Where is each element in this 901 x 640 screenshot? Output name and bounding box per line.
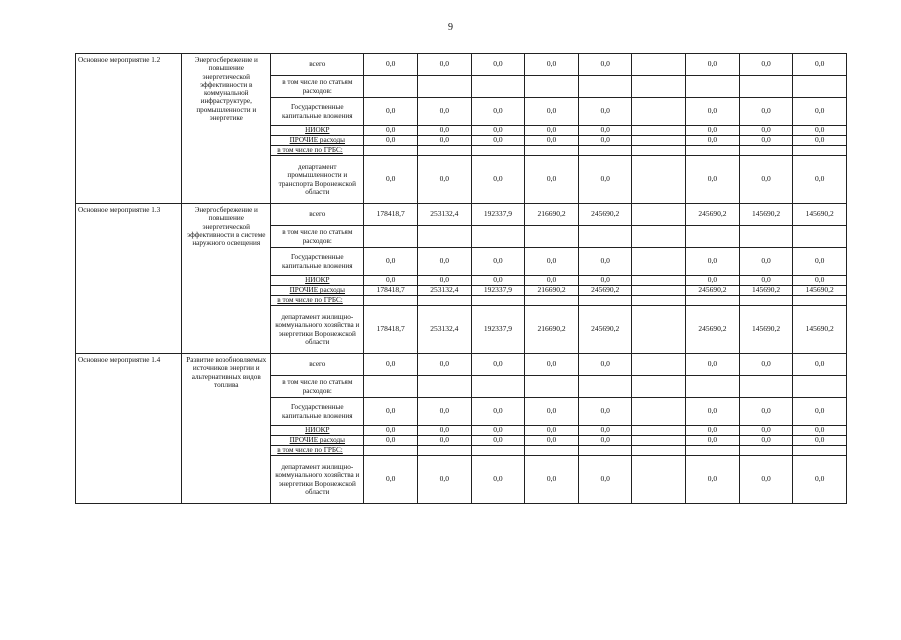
value-cell (364, 376, 418, 398)
value-cell: 145690,2 (793, 204, 847, 226)
value-cell: 145690,2 (739, 306, 793, 354)
value-cell (686, 446, 740, 456)
value-cell: 0,0 (739, 426, 793, 436)
value-cell (525, 376, 579, 398)
value-cell: 0,0 (793, 248, 847, 276)
value-cell (632, 126, 686, 136)
event-name-cell: Энергосбережение и повышение энергетической эффективности в коммунальной инфраструктуре, промышленности и энергетике (182, 54, 271, 204)
value-cell: 0,0 (417, 126, 471, 136)
value-cell: 0,0 (578, 456, 632, 504)
value-cell (364, 446, 418, 456)
value-cell: 0,0 (578, 98, 632, 126)
value-cell: 253132,4 (417, 306, 471, 354)
value-cell: 0,0 (739, 136, 793, 146)
value-cell: 0,0 (578, 126, 632, 136)
value-cell: 0,0 (793, 156, 847, 204)
value-cell: 192337,9 (471, 204, 525, 226)
value-cell: 0,0 (417, 156, 471, 204)
value-cell: 0,0 (578, 136, 632, 146)
value-cell: 0,0 (417, 456, 471, 504)
value-cell: 0,0 (525, 398, 579, 426)
value-cell: 253132,4 (417, 204, 471, 226)
row-label: Государственные капитальные вложения (271, 248, 364, 276)
value-cell (632, 146, 686, 156)
value-cell (739, 376, 793, 398)
value-cell: 0,0 (471, 156, 525, 204)
value-cell (632, 76, 686, 98)
row-label: НИОКР (271, 276, 364, 286)
value-cell (632, 436, 686, 446)
row-label: всего (271, 354, 364, 376)
value-cell: 0,0 (471, 136, 525, 146)
value-cell: 0,0 (686, 156, 740, 204)
value-cell: 0,0 (471, 126, 525, 136)
value-cell: 0,0 (471, 456, 525, 504)
value-cell: 0,0 (417, 436, 471, 446)
value-cell (632, 296, 686, 306)
table-body (76, 54, 847, 504)
value-cell: 0,0 (686, 354, 740, 376)
value-cell: 0,0 (364, 136, 418, 146)
value-cell: 0,0 (793, 276, 847, 286)
value-cell (632, 354, 686, 376)
value-cell (632, 456, 686, 504)
value-cell: 0,0 (739, 354, 793, 376)
page-number: 9 (448, 22, 453, 33)
row-label: Государственные капитальные вложения (271, 98, 364, 126)
value-cell: 0,0 (525, 156, 579, 204)
row-label: ПРОЧИЕ расходы (271, 286, 364, 296)
value-cell (364, 146, 418, 156)
value-cell: 0,0 (739, 456, 793, 504)
value-cell: 0,0 (525, 126, 579, 136)
value-cell (578, 446, 632, 456)
value-cell: 0,0 (417, 136, 471, 146)
value-cell: 0,0 (739, 436, 793, 446)
value-cell (632, 376, 686, 398)
value-cell: 0,0 (471, 436, 525, 446)
value-cell: 245690,2 (578, 306, 632, 354)
row-label: в том числе по ГРБС: (271, 146, 364, 156)
value-cell (578, 146, 632, 156)
value-cell: 0,0 (578, 156, 632, 204)
value-cell (632, 226, 686, 248)
value-cell: 0,0 (525, 426, 579, 436)
value-cell: 0,0 (793, 98, 847, 126)
value-cell: 0,0 (578, 436, 632, 446)
table-row (76, 354, 847, 376)
value-cell (417, 76, 471, 98)
value-cell (364, 76, 418, 98)
value-cell: 0,0 (739, 248, 793, 276)
value-cell: 0,0 (686, 276, 740, 286)
value-cell (417, 146, 471, 156)
value-cell: 0,0 (686, 398, 740, 426)
event-name-cell: Развитие возобновляемых источников энергии и альтернативных видов топлива (182, 354, 271, 504)
value-cell (686, 376, 740, 398)
value-cell (686, 146, 740, 156)
value-cell (471, 146, 525, 156)
value-cell: 216690,2 (525, 286, 579, 296)
value-cell: 0,0 (417, 354, 471, 376)
value-cell (632, 136, 686, 146)
value-cell (525, 146, 579, 156)
value-cell: 0,0 (525, 436, 579, 446)
value-cell: 0,0 (686, 426, 740, 436)
value-cell (578, 376, 632, 398)
value-cell (632, 204, 686, 226)
value-cell: 0,0 (471, 276, 525, 286)
value-cell: 178418,7 (364, 286, 418, 296)
value-cell: 0,0 (471, 248, 525, 276)
value-cell: 0,0 (471, 426, 525, 436)
value-cell: 0,0 (739, 126, 793, 136)
value-cell: 0,0 (793, 436, 847, 446)
value-cell: 0,0 (417, 98, 471, 126)
value-cell (525, 226, 579, 248)
value-cell: 216690,2 (525, 204, 579, 226)
value-cell: 145690,2 (793, 306, 847, 354)
table-row (76, 204, 847, 226)
value-cell (632, 156, 686, 204)
value-cell: 0,0 (686, 248, 740, 276)
value-cell: 0,0 (471, 398, 525, 426)
value-cell: 0,0 (417, 398, 471, 426)
row-label: ПРОЧИЕ расходы (271, 136, 364, 146)
value-cell (364, 296, 418, 306)
value-cell: 0,0 (686, 126, 740, 136)
value-cell (417, 376, 471, 398)
value-cell (793, 76, 847, 98)
value-cell: 0,0 (364, 436, 418, 446)
value-cell (739, 226, 793, 248)
value-cell (578, 76, 632, 98)
value-cell (739, 146, 793, 156)
value-cell: 0,0 (364, 354, 418, 376)
value-cell (632, 98, 686, 126)
row-label: департамент жилищно-коммунального хозяйства и энергетики Воронежской области (271, 456, 364, 504)
value-cell: 145690,2 (739, 204, 793, 226)
value-cell: 0,0 (471, 354, 525, 376)
value-cell: 192337,9 (471, 286, 525, 296)
row-label: департамент жилищно-коммунального хозяйства и энергетики Воронежской области (271, 306, 364, 354)
row-label: НИОКР (271, 126, 364, 136)
value-cell (686, 76, 740, 98)
value-cell: 0,0 (793, 136, 847, 146)
value-cell (525, 446, 579, 456)
value-cell (793, 446, 847, 456)
value-cell: 0,0 (686, 98, 740, 126)
value-cell (471, 376, 525, 398)
value-cell: 0,0 (364, 276, 418, 286)
value-cell: 253132,4 (417, 286, 471, 296)
value-cell: 192337,9 (471, 306, 525, 354)
value-cell (417, 446, 471, 456)
value-cell (417, 296, 471, 306)
event-cell: Основное мероприятие 1.2 (76, 54, 182, 204)
value-cell (632, 276, 686, 286)
value-cell: 0,0 (471, 54, 525, 76)
value-cell: 0,0 (793, 54, 847, 76)
value-cell (739, 76, 793, 98)
value-cell: 145690,2 (739, 286, 793, 296)
event-cell: Основное мероприятие 1.4 (76, 354, 182, 504)
value-cell: 0,0 (364, 98, 418, 126)
value-cell (632, 248, 686, 276)
value-cell (632, 426, 686, 436)
value-cell: 0,0 (578, 248, 632, 276)
value-cell: 0,0 (364, 398, 418, 426)
value-cell: 145690,2 (793, 286, 847, 296)
value-cell: 0,0 (525, 248, 579, 276)
value-cell: 0,0 (686, 436, 740, 446)
row-label: в том числе по ГРБС: (271, 446, 364, 456)
value-cell: 0,0 (525, 276, 579, 286)
value-cell: 0,0 (364, 126, 418, 136)
value-cell: 178418,7 (364, 204, 418, 226)
value-cell: 0,0 (793, 426, 847, 436)
row-label: в том числе по ГРБС: (271, 296, 364, 306)
value-cell (793, 226, 847, 248)
value-cell: 0,0 (578, 426, 632, 436)
value-cell: 0,0 (793, 126, 847, 136)
value-cell (632, 306, 686, 354)
value-cell (471, 446, 525, 456)
value-cell: 0,0 (578, 276, 632, 286)
value-cell: 0,0 (417, 248, 471, 276)
value-cell: 0,0 (793, 456, 847, 504)
value-cell: 0,0 (739, 276, 793, 286)
value-cell (739, 296, 793, 306)
value-cell (793, 376, 847, 398)
value-cell: 0,0 (525, 354, 579, 376)
value-cell: 0,0 (739, 98, 793, 126)
row-label: всего (271, 54, 364, 76)
value-cell (686, 296, 740, 306)
value-cell: 0,0 (578, 354, 632, 376)
value-cell: 0,0 (364, 54, 418, 76)
value-cell: 0,0 (364, 248, 418, 276)
event-name-cell: Энергосбережение и повышение энергетической эффективности в системе наружного освещения (182, 204, 271, 354)
value-cell: 0,0 (364, 456, 418, 504)
row-label: ПРОЧИЕ расходы (271, 436, 364, 446)
value-cell: 0,0 (739, 398, 793, 426)
value-cell: 0,0 (471, 98, 525, 126)
row-label: в том числе по статьям расходов: (271, 376, 364, 398)
value-cell (364, 226, 418, 248)
row-label: всего (271, 204, 364, 226)
value-cell (793, 146, 847, 156)
value-cell: 245690,2 (686, 204, 740, 226)
value-cell: 0,0 (578, 54, 632, 76)
event-cell: Основное мероприятие 1.3 (76, 204, 182, 354)
value-cell (739, 446, 793, 456)
value-cell: 178418,7 (364, 306, 418, 354)
value-cell: 0,0 (793, 398, 847, 426)
value-cell (578, 296, 632, 306)
value-cell (525, 296, 579, 306)
value-cell (417, 226, 471, 248)
value-cell: 0,0 (686, 456, 740, 504)
value-cell: 0,0 (417, 426, 471, 436)
value-cell: 0,0 (525, 136, 579, 146)
value-cell: 0,0 (686, 136, 740, 146)
value-cell: 0,0 (525, 98, 579, 126)
value-cell (632, 286, 686, 296)
value-cell (578, 226, 632, 248)
value-cell: 0,0 (578, 398, 632, 426)
value-cell (471, 226, 525, 248)
value-cell (793, 296, 847, 306)
value-cell: 0,0 (739, 156, 793, 204)
value-cell (686, 226, 740, 248)
value-cell (471, 296, 525, 306)
value-cell (471, 76, 525, 98)
value-cell: 0,0 (364, 156, 418, 204)
value-cell: 0,0 (686, 54, 740, 76)
value-cell: 245690,2 (578, 204, 632, 226)
value-cell (632, 446, 686, 456)
value-cell: 216690,2 (525, 306, 579, 354)
value-cell (525, 76, 579, 98)
budget-table (75, 53, 847, 504)
value-cell: 0,0 (525, 456, 579, 504)
value-cell: 245690,2 (686, 306, 740, 354)
value-cell: 0,0 (525, 54, 579, 76)
value-cell (632, 54, 686, 76)
row-label: НИОКР (271, 426, 364, 436)
value-cell: 0,0 (417, 276, 471, 286)
value-cell: 0,0 (364, 426, 418, 436)
value-cell: 0,0 (417, 54, 471, 76)
value-cell: 245690,2 (578, 286, 632, 296)
value-cell (632, 398, 686, 426)
row-label: Государственные капитальные вложения (271, 398, 364, 426)
value-cell: 0,0 (793, 354, 847, 376)
value-cell: 0,0 (739, 54, 793, 76)
row-label: в том числе по статьям расходов: (271, 76, 364, 98)
row-label: департамент промышленности и транспорта Воронежской области (271, 156, 364, 204)
row-label: в том числе по статьям расходов: (271, 226, 364, 248)
table-row (76, 54, 847, 76)
value-cell: 245690,2 (686, 286, 740, 296)
